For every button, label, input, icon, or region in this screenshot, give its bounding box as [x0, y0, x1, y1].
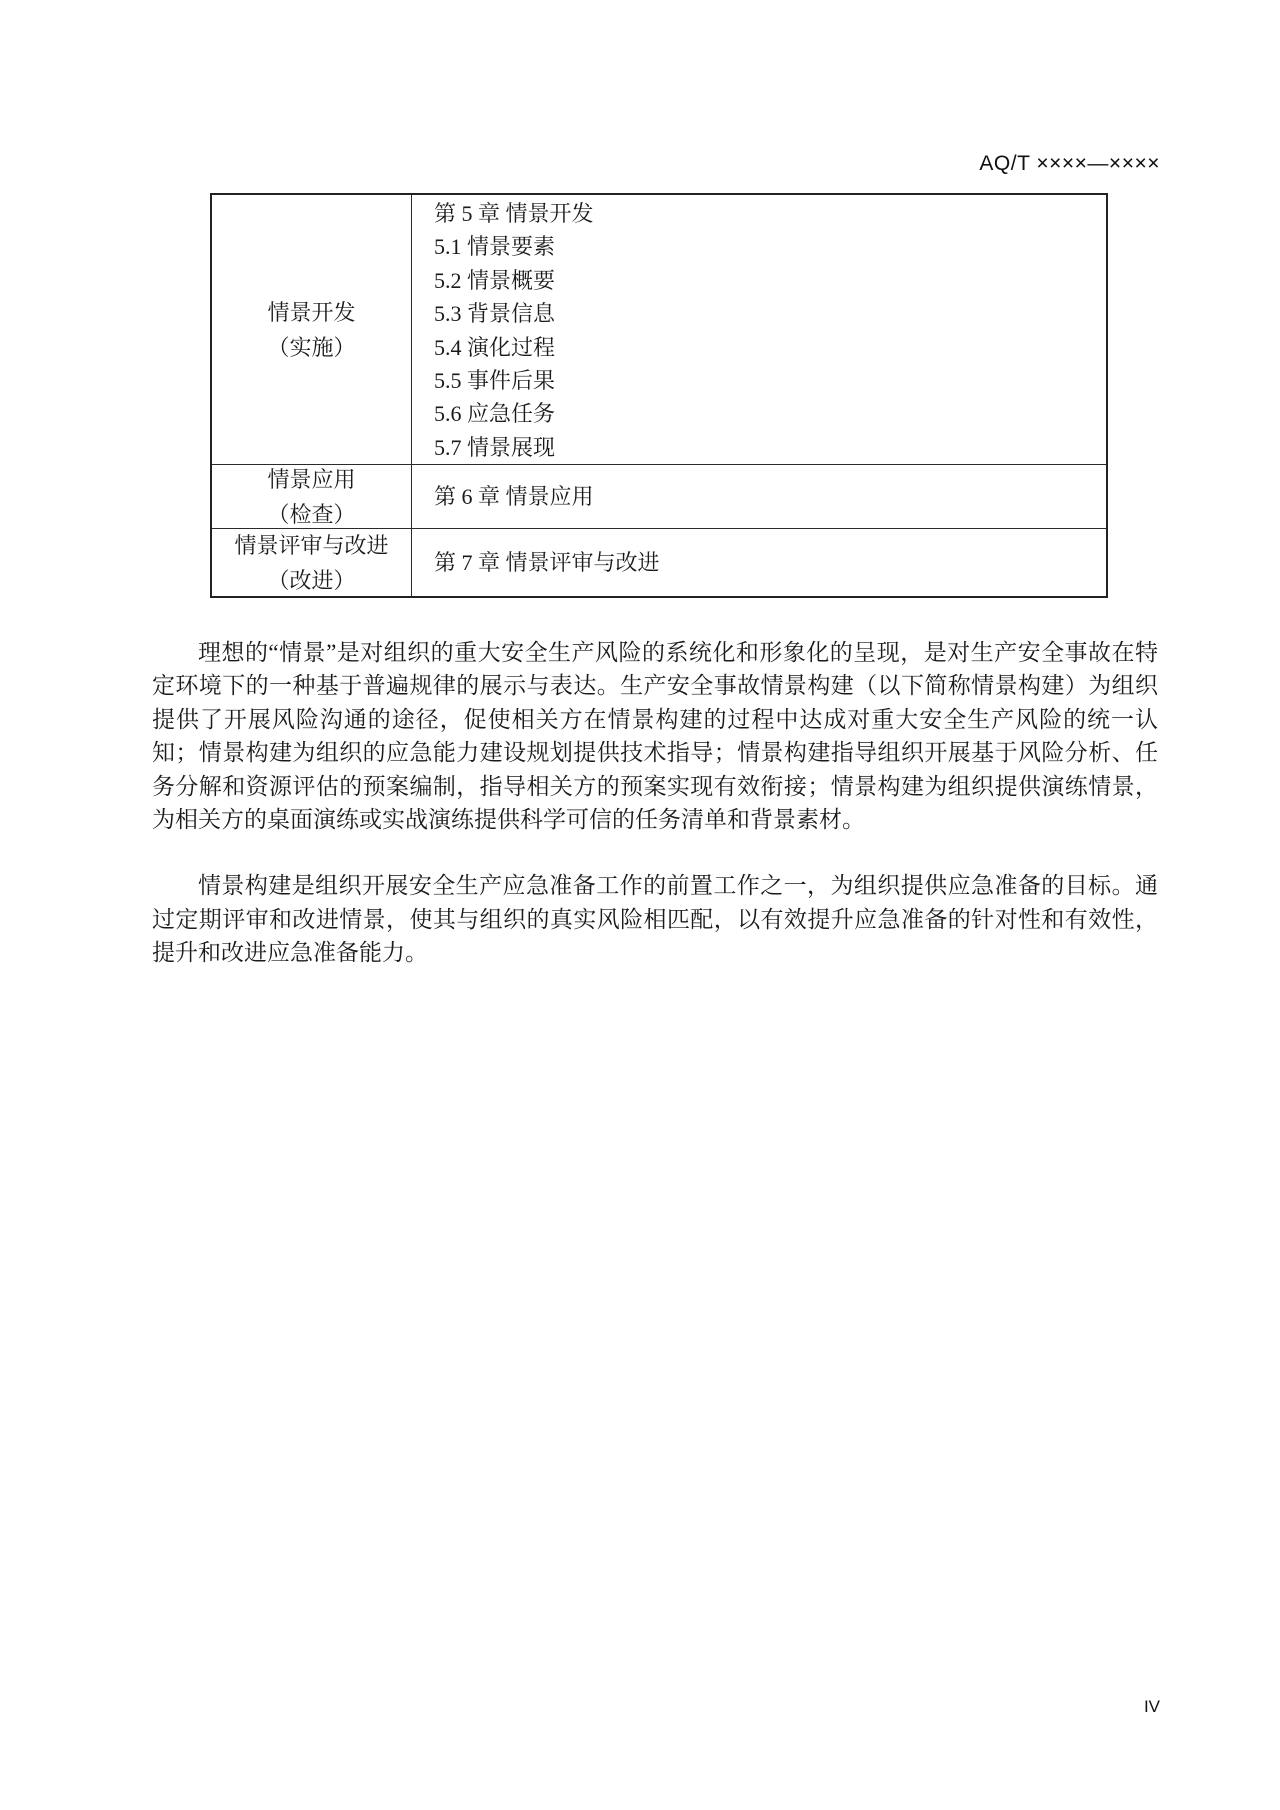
chapter-cell: [412, 195, 1106, 464]
chapter-item: 5.7 情景展现: [434, 434, 556, 460]
stage-note: （检查）: [267, 501, 356, 527]
chapter-item: 第 7 章 情景评审与改进: [434, 549, 660, 575]
stage-cell: [212, 195, 412, 464]
chapter-item: 5.6 应急任务: [434, 401, 556, 427]
chapter-item: 5.2 情景概要: [434, 267, 556, 293]
body-text-block: [152, 636, 1158, 970]
stage-name: 情景评审与改进: [234, 532, 389, 558]
stage-name: 情景应用: [267, 466, 356, 492]
stage-chapter-table: [210, 193, 1108, 598]
stage-note: （实施）: [267, 334, 356, 360]
stage-note: （改进）: [267, 567, 356, 593]
purpose-paragraph: 情景构建是组织开展安全生产应急准备工作的前置工作之一，为组织提供应急准备的目标。通过定期评审和改进情景，使其与组织的真实风险相匹配，以有效提升应急准备的针对性和有效性，提升和改进应急准备能力。: [152, 873, 1158, 966]
intro-paragraph: 理想的“情景”是对组织的重大安全生产风险的系统化和形象化的呈现，是对生产安全事故在特定环境下的一种基于普遍规律的展示与表达。生产安全事故情景构建（以下简称情景构建）为组织提供了开展风险沟通的途径，促使相关方在情景构建的过程中达成对重大安全生产风险的统一认知；情景构建为组织的应急能力建设规划提供技术指导；情景构建指导组织开展基于风险分析、任务分解和资源评估的预案编制，指导相关方的预案实现有效衔接；情景构建为组织提供演练情景，为相关方的桌面演练或实战演练提供科学可信的任务清单和背景素材。: [152, 640, 1158, 833]
standard-code-header: AQ/T ××××—××××: [979, 152, 1160, 175]
stage-cell: [212, 465, 412, 528]
table-row: [212, 464, 1106, 528]
table-row: [212, 528, 1106, 596]
stage-name: 情景开发: [267, 299, 356, 325]
page-number: IV: [1143, 1697, 1160, 1716]
chapter-item: 5.5 事件后果: [434, 367, 556, 393]
chapter-item: 第 5 章 情景开发: [434, 200, 594, 226]
chapter-item: 5.1 情景要素: [434, 234, 556, 260]
chapter-item: 5.4 演化过程: [434, 334, 556, 360]
stage-cell: [212, 529, 412, 596]
table-row: [212, 195, 1106, 464]
chapter-item: 5.3 背景信息: [434, 301, 556, 327]
chapter-cell: [412, 529, 1106, 596]
chapter-cell: [412, 465, 1106, 528]
chapter-item: 第 6 章 情景应用: [434, 483, 594, 509]
